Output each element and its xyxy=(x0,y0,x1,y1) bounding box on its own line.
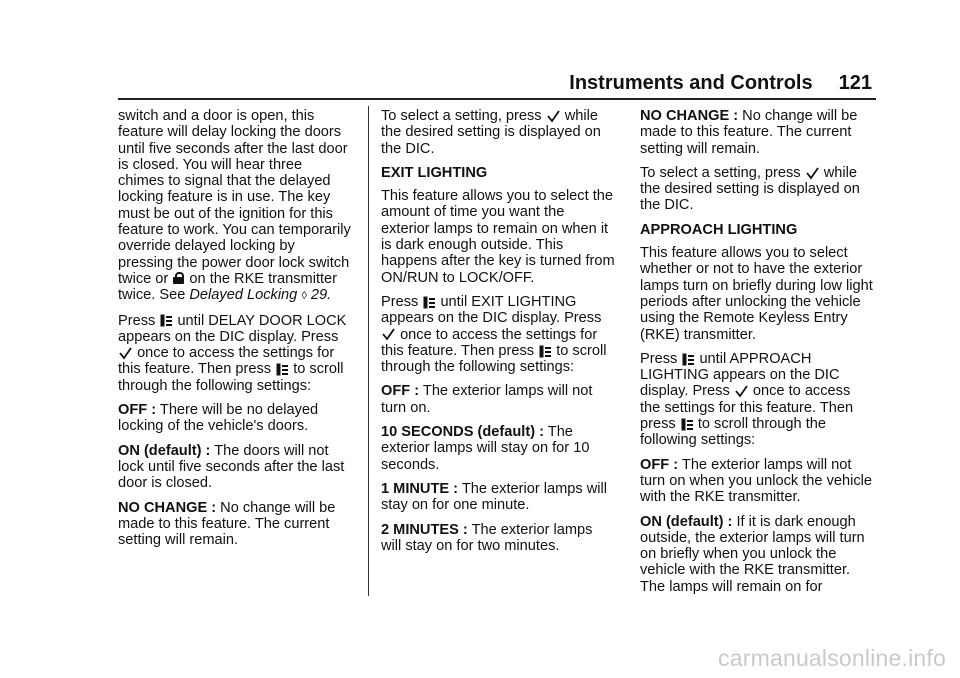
paragraph: This feature allows you to select the amount of time you want the exterior lamps to remain on when it is dark enough outside. This happens after the key is turned from ON/RUN to LOCK/OFF. xyxy=(381,188,615,286)
header-rule xyxy=(118,98,876,100)
setting-item: OFF : The exterior lamps will not turn on. xyxy=(381,383,593,416)
menu-scroll-icon xyxy=(682,353,694,366)
paragraph: switch and a door is open, this feature will delay locking the doors until five seconds after the last door is closed. You will hear three chimes to signal that the delayed locking feature is in use. The key must be out of the ignition for this feature to work. You can temporarily override delayed locking by pressing the power door lock switch twice or on the RKE transmitter twice. See Delayed Locking ◊ 29. xyxy=(118,108,351,304)
page-number: 121 xyxy=(838,72,872,94)
cross-reference[interactable]: Delayed Locking ◊ 29. xyxy=(189,287,332,304)
column-3 xyxy=(640,108,874,603)
lock-icon xyxy=(173,272,184,284)
paragraph: To select a setting, press while the desired setting is displayed on the DIC. xyxy=(381,108,601,157)
section-heading: APPROACH LIGHTING xyxy=(640,221,798,238)
setting-item: ON (default) : The doors will not lock until five seconds after the last door is closed. xyxy=(118,442,345,492)
setting-item: 10 SECONDS (default) : The exterior lamps will stay on for 10 seconds. xyxy=(381,424,590,473)
checkmark-icon xyxy=(382,328,395,341)
paragraph: To select a setting, press while the desired setting is displayed on the DIC. xyxy=(640,164,860,214)
setting-item: OFF : The exterior lamps will not turn on when you unlock the vehicle with the RKE transmitter. xyxy=(640,456,873,506)
setting-item: ON (default) : If it is dark enough outside, the exterior lamps will turn on briefly when you unlock the vehicle with the RKE transmitter. The lamps will remain on for xyxy=(640,513,865,595)
paragraph: This feature allows you to select whether or not to have the exterior lamps turn on briefly during low light periods after unlocking the vehicle using the Remote Keyless Entry (RKE) transmitter. xyxy=(640,245,873,343)
column-2 xyxy=(381,108,615,562)
page-reference-arrow-icon: ◊ xyxy=(301,290,307,303)
watermark: carmanualsonline.info xyxy=(718,645,946,671)
setting-item: NO CHANGE : No change will be made to this feature. The current setting will remain. xyxy=(640,108,858,157)
section-title: Instruments and Controls xyxy=(569,72,813,94)
column-divider xyxy=(368,106,369,596)
menu-scroll-icon xyxy=(681,418,693,431)
page-header xyxy=(569,72,872,95)
menu-scroll-icon xyxy=(160,314,172,327)
checkmark-icon xyxy=(547,110,560,123)
setting-item: OFF : There will be no delayed locking of the vehicle's doors. xyxy=(118,402,319,435)
paragraph: Press until DELAY DOOR LOCK appears on the DIC display. Press once to access the settings for this feature. Then press to scroll through the following settings: xyxy=(118,312,347,394)
column-1 xyxy=(118,108,352,556)
checkmark-icon xyxy=(806,167,819,180)
menu-scroll-icon xyxy=(276,363,288,376)
section-heading: EXIT LIGHTING xyxy=(381,164,488,181)
menu-scroll-icon xyxy=(539,345,551,358)
paragraph: Press until APPROACH LIGHTING appears on the DIC display. Press once to access the settings for this feature. Then press to scroll through the following settings: xyxy=(640,350,854,449)
checkmark-icon xyxy=(735,385,748,398)
checkmark-icon xyxy=(119,347,132,360)
setting-item: NO CHANGE : No change will be made to this feature. The current setting will remain. xyxy=(118,499,336,549)
menu-scroll-icon xyxy=(423,296,435,309)
paragraph: Press until EXIT LIGHTING appears on the DIC display. Press once to access the settings for this feature. Then press to scroll through the following settings: xyxy=(381,293,607,376)
setting-item: 1 MINUTE : The exterior lamps will stay on for one minute. xyxy=(381,480,607,514)
setting-item: 2 MINUTES : The exterior lamps will stay on for two minutes. xyxy=(381,521,593,554)
